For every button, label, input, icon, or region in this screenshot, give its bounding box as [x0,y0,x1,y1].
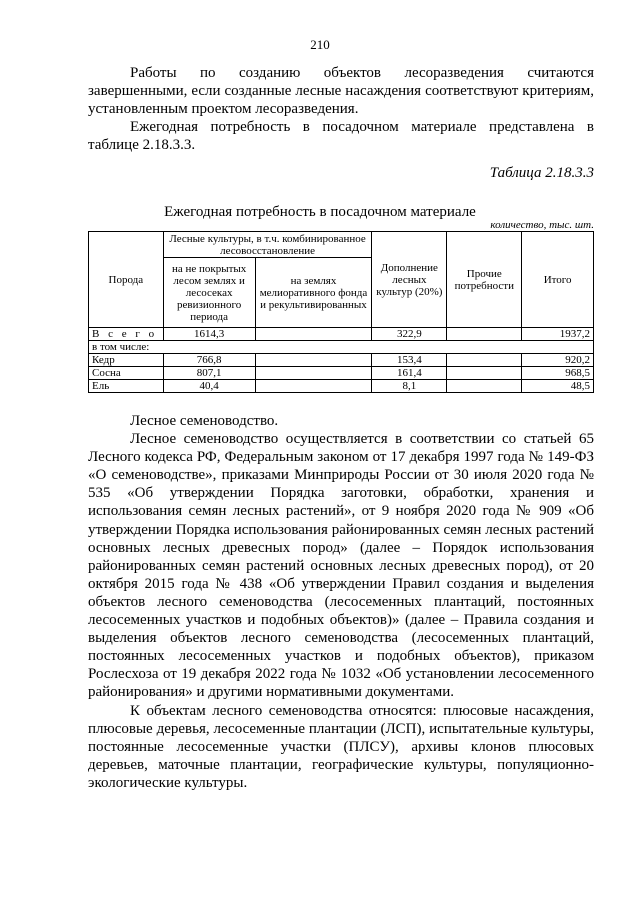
planting-material-table [88,231,594,393]
header-unforested: на не покрытых лесом землях и лесосеках ревизионного периода [163,258,255,328]
table-title: Ежегодная потребность в посадочном материале [164,204,476,220]
cell-reclaimed [255,328,372,341]
header-total: Итого [522,232,594,328]
cell-reclaimed [255,367,372,380]
table-row [89,367,594,380]
cell-unforested: 766,8 [163,354,255,367]
section-heading: Лесное семеноводство. [130,413,279,429]
paragraph: Лесное семеноводство осуществляется в соответствии со статьей 65 Лесного кодекса РФ, Федеральным законом от 17 декабря 1997 года № 149-ФЗ «О семеноводстве», приказами Минприроды России от 30 июля 2020 года № 535 «Об утверждении Порядка заготовки, обработки, хранения и использования семян лесных растений», от 9 ноября 2020 года № 909 «Об утверждении Порядка использования районированных семян лесных растений основных лесных древесных пород» (далее – Порядок использования районированных семян растений основных лесных древесных пород), от 20 октября 2015 года № 438 «Об утверждении Правил создания и выделения объектов лесного семеноводства (лесосеменных плантаций, постоянных лесосеменных участков и подобных объектов)» (далее – Правила создания и выделения объектов лесного семеноводства (лесосеменных плантаций, постоянных лесосеменных участков и подобных объектов), приказом Рослесхоза от 19 декабря 2022 года № 1032 «Об установлении лесосеменного районирования» и другими нормативными документами. [88,431,594,701]
table-row-subheader [89,341,594,354]
header-reclaimed: на землях мелиоративного фонда и рекультивированных [255,258,372,328]
cell-other [447,354,522,367]
cell-breed: В с е г о [89,328,164,341]
cell-total: 48,5 [522,380,594,393]
cell-total: 920,2 [522,354,594,367]
table-row-total [89,328,594,341]
cell-supplement: 153,4 [372,354,447,367]
cell-other [447,367,522,380]
cell-breed: Кедр [89,354,164,367]
cell-breed: Ель [89,380,164,393]
cell-reclaimed [255,380,372,393]
cell-other [447,328,522,341]
cell-breed: Сосна [89,367,164,380]
table-row [89,354,594,367]
cell-supplement: 161,4 [372,367,447,380]
cell-unforested: 40,4 [163,380,255,393]
cell-supplement: 322,9 [372,328,447,341]
intro-text [88,64,594,154]
paragraph: Работы по созданию объектов лесоразведения считаются завершенными, если созданные лесные насаждения соответствуют критериям, установленным проектом лесоразведения. [88,65,594,118]
header-forest-cultures: Лесные культуры, в т.ч. комбинированное лесовосстановление [163,232,372,258]
cell-total: 1937,2 [522,328,594,341]
cell-subheader: в том числе: [89,341,594,354]
header-supplement: Дополнение лесных культур (20%) [372,232,447,328]
cell-unforested: 1614,3 [163,328,255,341]
cell-total: 968,5 [522,367,594,380]
header-breed: Порода [89,232,164,328]
seed-production-section [88,412,594,792]
page-number: 210 [310,37,330,52]
table-row [89,380,594,393]
cell-supplement: 8,1 [372,380,447,393]
table-caption: Таблица 2.18.3.3 [489,165,594,181]
cell-reclaimed [255,354,372,367]
cell-other [447,380,522,393]
header-other: Прочие потребности [447,232,522,328]
table-units: количество, тыс. шт. [490,219,594,231]
cell-unforested: 807,1 [163,367,255,380]
paragraph: К объектам лесного семеноводства относятся: плюсовые насаждения, плюсовые деревья, лесосеменные плантации (ЛСП), испытательные культуры, постоянные лесосеменные участки (ПЛСУ), архивы клонов плюсовых деревьев, маточные плантации, географические культуры, популяционно-экологические культуры. [88,702,594,791]
paragraph: Ежегодная потребность в посадочном материале представлена в таблице 2.18.3.3. [88,119,594,154]
